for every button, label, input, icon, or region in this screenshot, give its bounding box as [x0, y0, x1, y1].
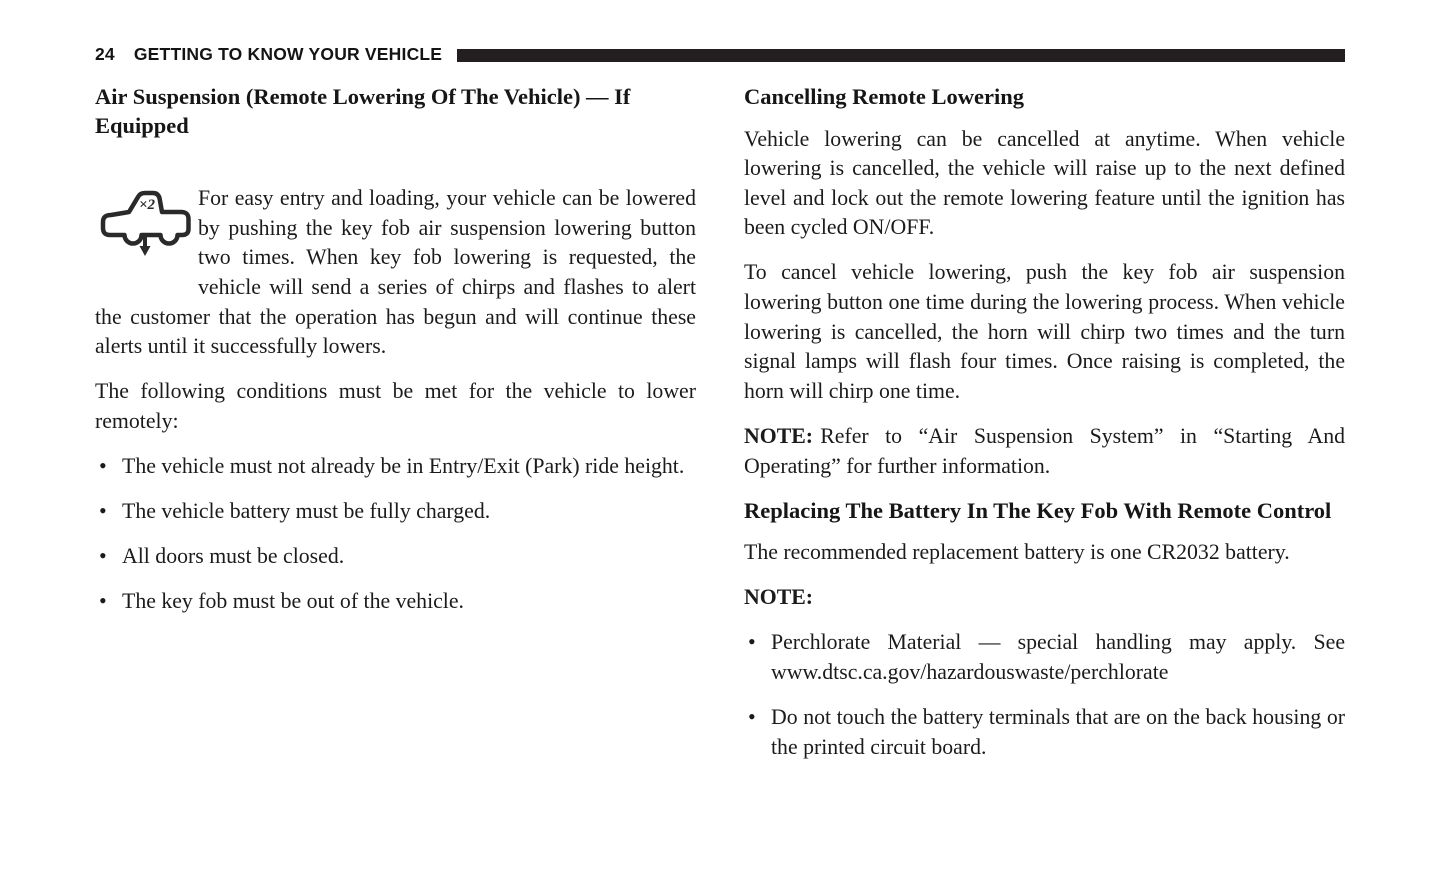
truck-lowering-icon — [95, 178, 195, 290]
page-header — [95, 44, 1345, 65]
note-battery — [744, 583, 1345, 613]
header-rule — [457, 49, 1345, 62]
cancelling-paragraph-1: Vehicle lowering can be cancelled at anytime. When vehicle lowering is cancelled, the vehicle will raise up to the next defined level and lock out the remote lowering feature until the ignition has been cycled ON/OFF. — [744, 126, 1345, 240]
section-heading-air-suspension: Air Suspension (Remote Lowering Of The Vehicle) — If Equipped — [95, 84, 631, 138]
right-column — [744, 83, 1345, 778]
list-item: • All doors must be closed. — [95, 542, 696, 572]
list-item: • The vehicle must not already be in Entry/Exit (Park) ride height. — [95, 452, 696, 482]
section-heading-cancelling: Cancelling Remote Lowering — [744, 84, 1024, 109]
page-number: 24 — [95, 44, 115, 64]
list-item: • Do not touch the battery terminals that are on the back housing or the printed circuit board. — [744, 703, 1345, 762]
conditions-intro-paragraph: The following conditions must be met for the vehicle to lower remotely: — [95, 379, 696, 433]
air-suspension-paragraph — [95, 184, 696, 362]
conditions-list — [95, 452, 696, 617]
left-column — [95, 83, 696, 778]
page-header-title: GETTING TO KNOW YOUR VEHICLE — [133, 44, 443, 64]
cancelling-paragraph-2: To cancel vehicle lowering, push the key fob air suspension lowering button one time during the lowering process. When vehicle lowering is cancelled, the horn will chirp two times and the turn signal lamps will flash four times. Once raising is completed, the horn will chirp one time. — [744, 260, 1345, 403]
air-suspension-paragraph-text: For easy entry and loading, your vehicle can be lowered by pushing the key fob air suspension lowering button two times. When key fob lowering is requested, the vehicle will send a series of chirps and flashes to alert the customer that the operation has begun and will continue these alerts until it successfully lowers. — [95, 186, 696, 359]
icon-x2-label: ×2 — [139, 197, 156, 214]
note-label: NOTE: — [744, 585, 814, 610]
battery-note-list — [744, 628, 1345, 762]
page-body — [95, 83, 1345, 778]
list-item: • Perchlorate Material — special handling may apply. See www.dtsc.ca.gov/hazardouswaste/perchlorate — [744, 628, 1345, 687]
section-heading-battery: Replacing The Battery In The Key Fob With Remote Control — [744, 497, 1332, 523]
list-item: • The key fob must be out of the vehicle. — [95, 587, 696, 617]
note-label: NOTE: — [744, 423, 814, 448]
battery-paragraph: The recommended replacement battery is one CR2032 battery. — [744, 540, 1290, 565]
note-text: Refer to “Air Suspension System” in “Starting And Operating” for further information. — [744, 423, 1345, 478]
note-air-suspension — [744, 422, 1345, 481]
list-item: • The vehicle battery must be fully charged. — [95, 497, 696, 527]
